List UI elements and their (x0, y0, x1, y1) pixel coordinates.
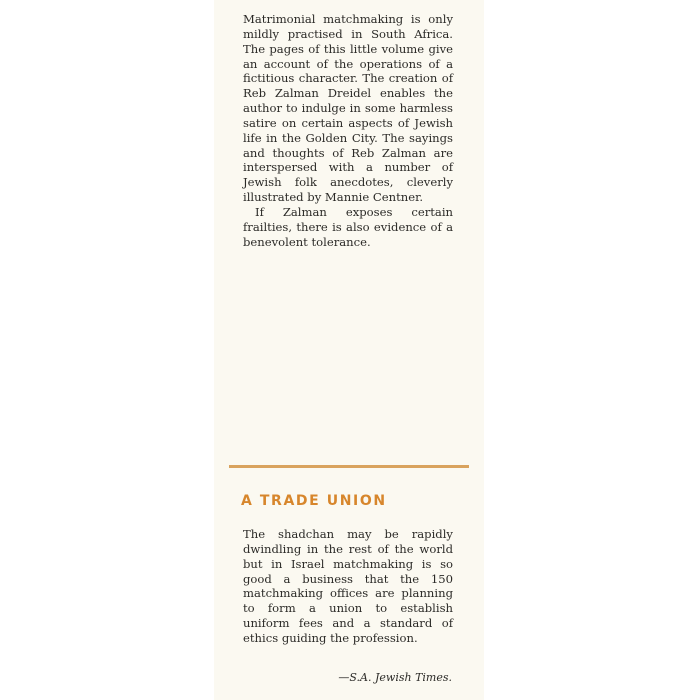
trade-union-text (243, 527, 453, 646)
section-divider (229, 465, 469, 468)
section-heading: A TRADE UNION (241, 493, 387, 509)
review-paragraph: Matrimonial matchmaking is only mildly practised in South Africa. The pages of this little volume give an account of the operations of a fictitious character. The creation of Reb Zalman Dreidel enables the author to indulge in some harmless satire on certain aspects of Jewish life in the Golden City. The sayings and thoughts of Reb Zalman are interspersed with a number of Jewish folk anecdotes, cleverly illustrated by Mannie Centner. (243, 12, 453, 205)
review-text (243, 12, 453, 250)
source-attribution: —S.A. Jewish Times. (338, 671, 452, 684)
trade-union-paragraph: The shadchan may be rapidly dwindling in the rest of the world but in Israel matchmaking is so good a business that the 150 matchmaking offices are planning to form a union to establish uniform fees and a standard of ethics guiding the profession. (243, 527, 453, 645)
review-paragraph: If Zalman exposes certain frailties, there is also evidence of a benevolent tolerance. (243, 204, 453, 249)
